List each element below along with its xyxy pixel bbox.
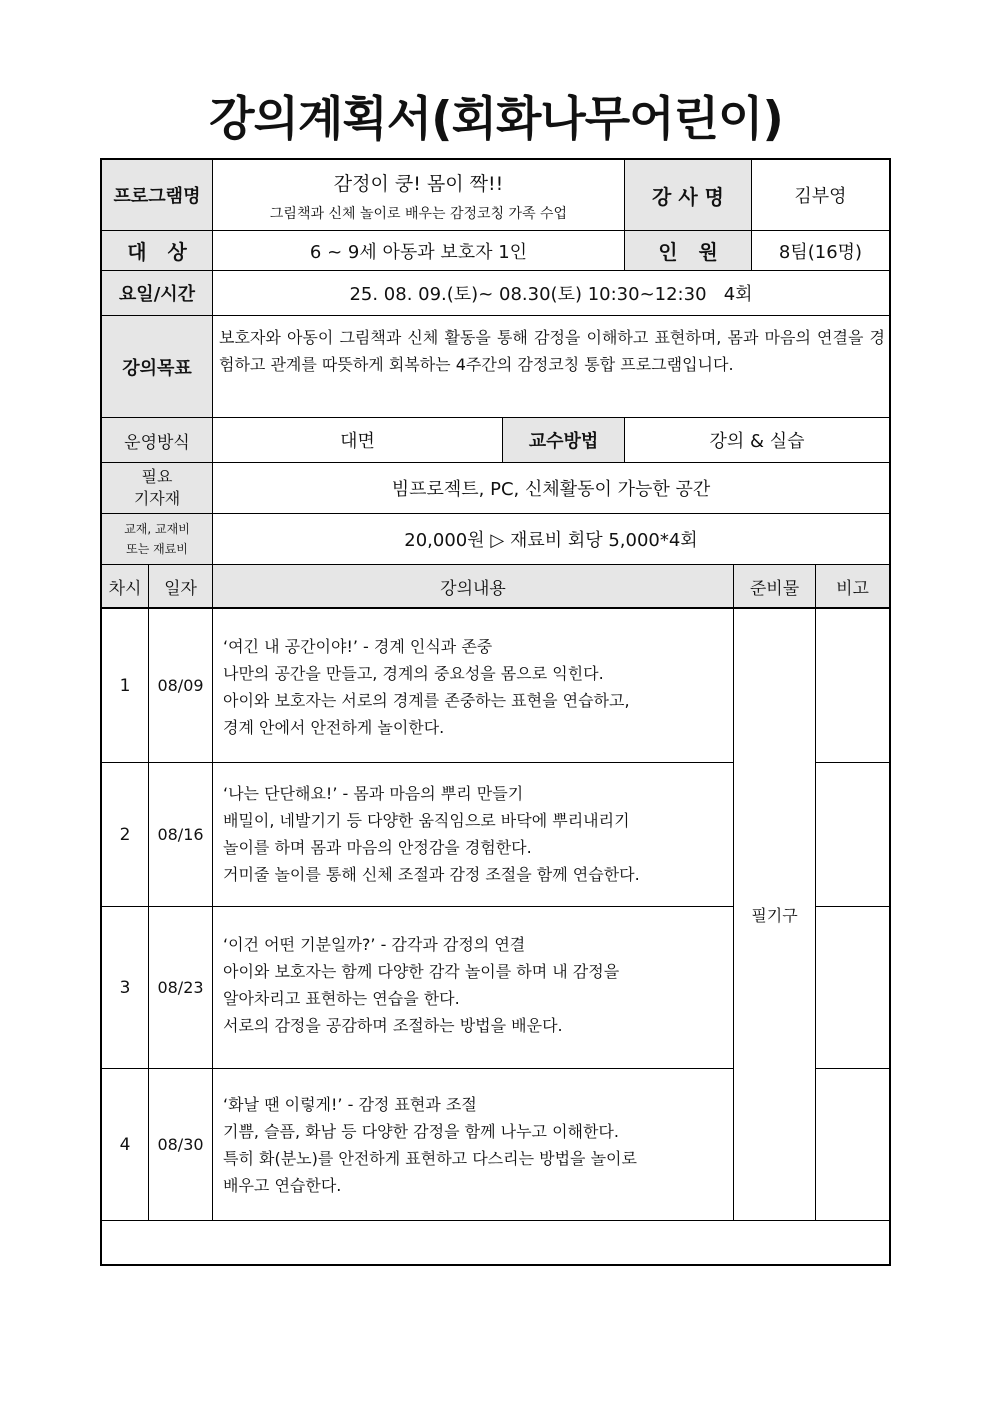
note-cell [815, 609, 889, 762]
schedule-label: 요일/시간 [102, 270, 212, 315]
content-line: 아이와 보호자는 서로의 경계를 존중하는 표현을 연습하고, [223, 691, 630, 710]
goal-label: 강의목표 [102, 315, 212, 417]
header-prep: 준비물 [733, 564, 815, 609]
content-line: 놀이를 하며 몸과 마음의 안정감을 경험한다. [223, 838, 532, 857]
session-content [212, 609, 733, 762]
session-content [212, 1068, 733, 1220]
session-content [212, 906, 733, 1068]
header-note: 비고 [815, 564, 889, 609]
equipment-label-line2: 기자재 [133, 489, 181, 508]
content-line: ‘여긴 내 공간이야!’ - 경계 인식과 존중 [223, 637, 493, 656]
content-line: ‘이건 어떤 기분일까?’ - 감각과 감정의 연결 [223, 935, 526, 954]
headcount-value: 8팀(16명) [751, 230, 889, 270]
session-date: 08/09 [148, 609, 212, 762]
page-title: 강의계획서(회화나무어린이) [209, 92, 783, 147]
session-number: 3 [102, 906, 148, 1068]
instructor-label: 강 사 명 [624, 160, 751, 230]
equipment-label-line1: 필요 [141, 467, 173, 486]
note-cell [815, 1068, 889, 1220]
header-content: 강의내용 [212, 564, 733, 609]
goal-value: 보호자와 아동이 그림책과 신체 활동을 통해 감정을 이해하고 표현하며, 몸과 마음의 연결을 경험하고 관계를 따뜻하게 회복하는 4주간의 감정코칭 통합 프로그램입니다. [212, 315, 889, 417]
session-date: 08/23 [148, 906, 212, 1068]
footer-empty-row [102, 1220, 889, 1264]
content-line: ‘화날 땐 이렇게!’ - 감정 표현과 조절 [223, 1095, 477, 1114]
session-content [212, 762, 733, 906]
content-line: 거미줄 놀이를 통해 신체 조절과 감정 조절을 함께 연습한다. [223, 865, 640, 884]
instructor-name: 김부영 [751, 160, 889, 230]
content-line: 배밀이, 네발기기 등 다양한 움직임으로 바닥에 뿌리내리기 [223, 811, 630, 830]
target-label: 대 상 [102, 230, 212, 270]
mode-label: 운영방식 [102, 417, 212, 462]
program-title: 감정이 쿵! 몸이 짝!! [333, 173, 504, 195]
session-number: 1 [119, 675, 131, 696]
content-line: 나만의 공간을 만들고, 경계의 중요성을 몸으로 익힌다. [223, 664, 604, 683]
plan-table [100, 158, 891, 1266]
content-line: 기쁨, 슬픔, 화남 등 다양한 감정을 함께 나누고 이해한다. [223, 1122, 619, 1141]
content-line: ‘나는 단단해요!’ - 몸과 마음의 뿌리 만들기 [223, 784, 524, 803]
session-number: 4 [102, 1068, 148, 1220]
session-number: 2 [102, 762, 148, 906]
content-line: 특히 화(분노)를 안전하게 표현하고 다스리는 방법을 놀이로 [223, 1149, 637, 1168]
note-cell [815, 762, 889, 906]
target-value: 6 ~ 9세 아동과 보호자 1인 [212, 230, 624, 270]
content-line: 경계 안에서 안전하게 놀이한다. [223, 718, 445, 737]
content-line: 아이와 보호자는 함께 다양한 감각 놀이를 하며 내 감정을 [223, 962, 620, 981]
session-date: 08/30 [148, 1068, 212, 1220]
session-date: 08/16 [148, 762, 212, 906]
equipment-value: 빔프로젝트, PC, 신체활동이 가능한 공간 [212, 462, 889, 513]
method-value: 강의 & 실습 [624, 417, 889, 462]
material-label [102, 513, 212, 564]
program-subtitle: 그림책과 신체 놀이로 배우는 감정코칭 가족 수업 [269, 206, 568, 222]
program-label: 프로그램명 [102, 160, 212, 230]
material-label-line1: 교재, 교재비 [124, 522, 190, 536]
header-session: 차시 [102, 564, 148, 609]
prep-cell: 필기구 [733, 609, 815, 1220]
content-line: 서로의 감정을 공감하며 조절하는 방법을 배운다. [223, 1016, 563, 1035]
headcount-label: 인 원 [624, 230, 751, 270]
note-cell [815, 906, 889, 1068]
schedule-value: 25. 08. 09.(토)~ 08.30(토) 10:30~12:30 4회 [212, 270, 889, 315]
content-line: 배우고 연습한다. [223, 1176, 342, 1195]
material-label-line2: 또는 재료비 [126, 542, 188, 556]
equipment-label [102, 462, 212, 513]
material-value: 20,000원 ▷ 재료비 회당 5,000*4회 [212, 513, 889, 564]
header-date: 일자 [148, 564, 212, 609]
content-line: 알아차리고 표현하는 연습을 한다. [223, 989, 460, 1008]
program-cell [212, 160, 624, 230]
method-label: 교수방법 [502, 417, 624, 462]
mode-value: 대면 [212, 417, 502, 462]
